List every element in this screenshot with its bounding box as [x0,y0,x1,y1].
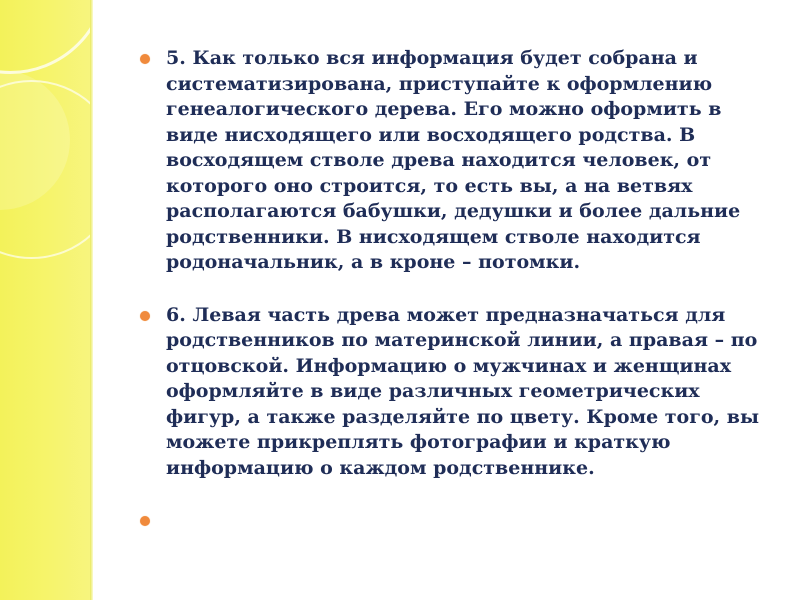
decorative-circle-middle [0,80,92,259]
slide-body [136,46,766,534]
bullet-item-6 [136,303,766,482]
bullet-text: 5. Как только вся информация будет собрана и систематизирована, приступайте к оформлению генеалогического дерева. Его можно оформить в виде нисходящего или восходящего родства. В восходящем стволе древа находится человек, от которого оно строится, то есть вы, а на ветвях располагаются бабушки, дедушки и более дальние родственники. В нисходящем стволе находится родоначальник, а в кроне – потомки. [166,47,741,273]
bullet-dot-icon [140,54,150,64]
bullet-text: 6. Левая часть древа может предназначаться для родственников по материнской линии, а правая – по отцовской. Информацию о мужчинах и женщинах оформляйте в виде различных геометрических фигур, а также разделяйте по цвету. Кроме того, вы можете прикреплять фотографии и краткую информацию о каждом родственнике. [166,303,760,479]
bullet-item-empty [136,508,766,534]
side-band-edge [90,0,93,600]
bullet-dot-icon [140,516,150,526]
decorative-side-band [0,0,92,600]
decorative-circle-top [0,0,92,74]
bullet-dot-icon [140,311,150,321]
bullet-item-5 [136,46,766,276]
